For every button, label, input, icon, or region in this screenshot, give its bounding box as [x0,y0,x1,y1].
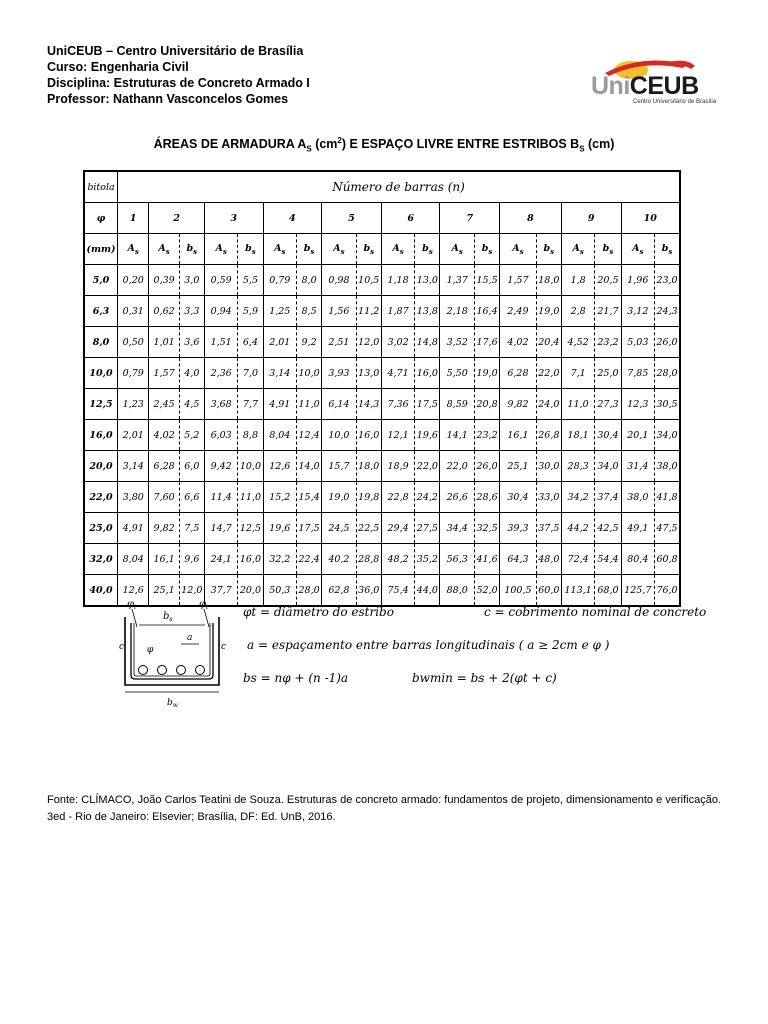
bs-value-cell: 7,0 [238,358,263,389]
bs-value-cell: 22,5 [356,513,381,544]
bs-value-cell: 7,5 [179,513,204,544]
as-value-cell: 4,02 [500,327,537,358]
diameter-cell: 25,0 [84,513,118,544]
as-value-cell: 80,4 [621,544,655,575]
table-row [84,327,680,358]
bs-value-cell: 21,7 [595,296,621,327]
as-value-cell: 1,56 [322,296,357,327]
as-header-5: $A_s$ [322,234,357,265]
bs-value-cell: 22,4 [297,544,322,575]
bar-count-1: 1 [118,203,149,234]
bs-value-cell: 25,0 [595,358,621,389]
bs-value-cell: 12,5 [238,513,263,544]
table-row [84,296,680,327]
bar-count-5: 5 [322,203,382,234]
bs-header-4: $b_s$ [297,234,322,265]
as-value-cell: 113,1 [561,575,595,607]
bs-value-cell: 12,0 [356,327,381,358]
bs-value-cell: 16,0 [356,420,381,451]
bar-count-9: 9 [561,203,621,234]
as-value-cell: 1,37 [440,265,475,296]
bs-value-cell: 60,8 [655,544,680,575]
table-row [84,358,680,389]
bs-value-cell: 15,4 [297,482,322,513]
as-value-cell: 7,36 [381,389,415,420]
as-value-cell: 12,6 [118,575,149,607]
bs-value-cell: 13,8 [415,296,440,327]
as-value-cell: 3,68 [204,389,238,420]
bs-value-cell: 6,0 [179,451,204,482]
table-row [84,544,680,575]
as-value-cell: 1,87 [381,296,415,327]
as-value-cell: 14,1 [440,420,475,451]
bar-count-6: 6 [381,203,440,234]
reinforcement-table-container [83,170,681,607]
section-diagram [117,597,229,707]
as-value-cell: 28,3 [561,451,595,482]
bs-value-cell: 60,0 [536,575,561,607]
bs-value-cell: 48,0 [536,544,561,575]
as-value-cell: 2,51 [322,327,357,358]
as-value-cell: 26,6 [440,482,475,513]
as-header-3: $A_s$ [204,234,238,265]
bs-value-cell: 35,2 [415,544,440,575]
bs-value-cell: 38,0 [655,451,680,482]
diameter-cell: 5,0 [84,265,118,296]
as-value-cell: 48,2 [381,544,415,575]
bs-value-cell: 28,6 [474,482,499,513]
as-value-cell: 1,57 [500,265,537,296]
as-header-1: $A_s$ [118,234,149,265]
as-header-7: $A_s$ [440,234,475,265]
rebar-4 [196,666,205,675]
bs-value-cell: 18,0 [356,451,381,482]
as-value-cell: 64,3 [500,544,537,575]
bar-count-10: 10 [621,203,680,234]
as-value-cell: 34,2 [561,482,595,513]
bs-value-cell: 9,6 [179,544,204,575]
as-value-cell: 0,50 [118,327,149,358]
bs-value-cell: 4,5 [179,389,204,420]
as-value-cell: 4,91 [118,513,149,544]
rebar-3 [177,666,186,675]
bs-value-cell: 54,4 [595,544,621,575]
as-value-cell: 12,1 [381,420,415,451]
bs-value-cell: 11,0 [297,389,322,420]
bs-value-cell: 16,0 [238,544,263,575]
as-value-cell: 50,3 [263,575,297,607]
bs-value-cell: 23,2 [595,327,621,358]
bs-value-cell: 76,0 [655,575,680,607]
as-value-cell: 18,1 [561,420,595,451]
professor-line: Professor: Nathann Vasconcelos Gomes [47,92,289,106]
bs-header-10: $b_s$ [655,234,680,265]
as-value-cell: 49,1 [621,513,655,544]
bs-value-cell: 10,0 [238,451,263,482]
as-value-cell: 6,03 [204,420,238,451]
as-value-cell: 15,7 [322,451,357,482]
bs-value-cell: 10,0 [297,358,322,389]
bs-value-cell: 52,0 [474,575,499,607]
as-value-cell: 2,18 [440,296,475,327]
as-value-cell: 25,1 [149,575,179,607]
bs-value-cell: 13,0 [356,358,381,389]
diameter-cell: 32,0 [84,544,118,575]
diameter-cell: 8,0 [84,327,118,358]
as-value-cell: 8,59 [440,389,475,420]
bs-value-cell: 19,0 [536,296,561,327]
bs-value-cell: 30,5 [655,389,680,420]
bs-value-cell: 68,0 [595,575,621,607]
as-value-cell: 3,93 [322,358,357,389]
bs-value-cell: 44,0 [415,575,440,607]
as-value-cell: 44,2 [561,513,595,544]
as-value-cell: 8,04 [263,420,297,451]
bs-header-2: $b_s$ [179,234,204,265]
as-value-cell: 20,1 [621,420,655,451]
as-value-cell: 4,02 [149,420,179,451]
as-header-9: $A_s$ [561,234,595,265]
as-value-cell: 22,0 [440,451,475,482]
as-value-cell: 2,8 [561,296,595,327]
as-header-6: $A_s$ [381,234,415,265]
as-value-cell: 12,3 [621,389,655,420]
diagram-phi-t-right: $\varphi_t$ [199,599,209,611]
as-value-cell: 1,96 [621,265,655,296]
bs-value-cell: 24,3 [655,296,680,327]
as-value-cell: 40,2 [322,544,357,575]
source-citation: Fonte: CLÍMACO, João Carlos Teatini de Souza. Estruturas de concreto armado: fundamentos de projeto, dimensionamento e verificação. 3ed - Rio de Janeiro: Elsevier; Brasília, DF: Ed. UnB, 2016. [47,794,721,823]
as-value-cell: 62,8 [322,575,357,607]
bar-count-3: 3 [204,203,263,234]
as-header-8: $A_s$ [500,234,537,265]
bs-header-5: $b_s$ [356,234,381,265]
as-value-cell: 1,51 [204,327,238,358]
diagram-bw-label: $b_w$ [167,698,178,707]
bitola-header: bitola [84,171,118,203]
bs-value-cell: 13,0 [415,265,440,296]
rebar-2 [158,666,167,675]
bs-value-cell: 10,5 [356,265,381,296]
as-value-cell: 72,4 [561,544,595,575]
as-value-cell: 0,31 [118,296,149,327]
diagram-bs-label: $b_s$ [163,611,173,623]
as-value-cell: 24,1 [204,544,238,575]
table-row [84,389,680,420]
as-value-cell: 11,0 [561,389,595,420]
as-value-cell: 1,57 [149,358,179,389]
bs-value-cell: 34,0 [595,451,621,482]
as-value-cell: 10,0 [322,420,357,451]
course-line: Curso: Engenharia Civil [47,60,189,74]
table-title: ÁREAS DE ARMADURA $A_S$ $(cm^2)$ E ESPAÇO LIVRE ENTRE ESTRIBOS $B_S$ (cm) [153,136,615,154]
as-value-cell: 3,14 [118,451,149,482]
mm-header: (mm) [84,234,118,265]
bs-value-cell: 23,2 [474,420,499,451]
bs-value-cell: 11,2 [356,296,381,327]
as-value-cell: 0,94 [204,296,238,327]
as-value-cell: 19,6 [263,513,297,544]
diameter-cell: 40,0 [84,575,118,607]
bs-value-cell: 24,2 [415,482,440,513]
as-value-cell: 9,82 [149,513,179,544]
bs-value-cell: 27,5 [415,513,440,544]
diagram-phi-label: φ [147,645,154,655]
bs-header-8: $b_s$ [536,234,561,265]
bs-value-cell: 17,5 [415,389,440,420]
bs-value-cell: 28,8 [356,544,381,575]
as-value-cell: 1,18 [381,265,415,296]
bs-header-9: $b_s$ [595,234,621,265]
bs-value-cell: 5,9 [238,296,263,327]
as-value-cell: 3,52 [440,327,475,358]
as-value-cell: 1,25 [263,296,297,327]
logo-subtitle: Centro Universitário de Brasília [633,99,717,105]
bs-value-cell: 6,4 [238,327,263,358]
as-value-cell: 4,71 [381,358,415,389]
bs-formula: bs = nφ + (n -1)a [243,671,349,685]
bs-value-cell: 30,0 [536,451,561,482]
bs-value-cell: 20,4 [536,327,561,358]
bs-value-cell: 41,8 [655,482,680,513]
bs-value-cell: 30,4 [595,420,621,451]
bs-header-7: $b_s$ [474,234,499,265]
table-row [84,513,680,544]
bs-value-cell: 23,0 [655,265,680,296]
as-value-cell: 32,2 [263,544,297,575]
as-value-cell: 7,60 [149,482,179,513]
logo-wordmark: UniCEUB [591,72,699,100]
as-value-cell: 100,5 [500,575,537,607]
as-value-cell: 18,9 [381,451,415,482]
as-value-cell: 5,03 [621,327,655,358]
diameter-cell: 16,0 [84,420,118,451]
c-definition: c = cobrimento nominal de concreto [484,605,707,619]
as-value-cell: 30,4 [500,482,537,513]
rebar-1 [139,666,148,675]
bs-value-cell: 12,4 [297,420,322,451]
as-value-cell: 7,1 [561,358,595,389]
discipline-line: Disciplina: Estruturas de Concreto Armado I [47,76,310,90]
as-value-cell: 39,3 [500,513,537,544]
as-value-cell: 0,59 [204,265,238,296]
as-value-cell: 0,39 [149,265,179,296]
a-definition: a = espaçamento entre barras longitudinais ( a ≥ 2cm e φ ) [247,638,610,652]
bs-value-cell: 20,0 [238,575,263,607]
as-value-cell: 3,80 [118,482,149,513]
as-value-cell: 6,28 [500,358,537,389]
as-value-cell: 0,79 [263,265,297,296]
as-value-cell: 5,50 [440,358,475,389]
bs-value-cell: 3,6 [179,327,204,358]
bs-value-cell: 26,0 [474,451,499,482]
bs-value-cell: 15,5 [474,265,499,296]
as-value-cell: 19,0 [322,482,357,513]
as-value-cell: 4,52 [561,327,595,358]
bs-value-cell: 19,6 [415,420,440,451]
bs-value-cell: 5,2 [179,420,204,451]
bs-value-cell: 24,0 [536,389,561,420]
as-value-cell: 25,1 [500,451,537,482]
bs-value-cell: 14,0 [297,451,322,482]
bs-value-cell: 33,0 [536,482,561,513]
table-row [84,420,680,451]
diagram-c-right: c [221,642,227,652]
bs-header-6: $b_s$ [415,234,440,265]
bwmin-formula: bwmin = bs + 2(φt + c) [412,671,557,685]
bs-value-cell: 18,0 [536,265,561,296]
as-value-cell: 0,79 [118,358,149,389]
bs-header-3: $b_s$ [238,234,263,265]
bar-count-header: Número de barras (n) [118,171,681,203]
bs-value-cell: 28,0 [297,575,322,607]
bs-value-cell: 8,5 [297,296,322,327]
diameter-cell: 6,3 [84,296,118,327]
bs-value-cell: 16,4 [474,296,499,327]
as-value-cell: 9,42 [204,451,238,482]
bs-value-cell: 47,5 [655,513,680,544]
as-value-cell: 29,4 [381,513,415,544]
diameter-cell: 12,5 [84,389,118,420]
bs-value-cell: 22,0 [536,358,561,389]
diagram-a-label: a [187,633,193,643]
bs-value-cell: 20,5 [595,265,621,296]
as-value-cell: 8,04 [118,544,149,575]
as-value-cell: 16,1 [500,420,537,451]
as-value-cell: 75,4 [381,575,415,607]
as-value-cell: 15,2 [263,482,297,513]
as-value-cell: 0,62 [149,296,179,327]
as-value-cell: 1,23 [118,389,149,420]
institution-line: UniCEUB – Centro Universitário de Brasília [47,44,304,58]
diameter-cell: 20,0 [84,451,118,482]
phi-header: φ [84,203,118,234]
bs-value-cell: 14,3 [356,389,381,420]
as-header-4: $A_s$ [263,234,297,265]
as-value-cell: 88,0 [440,575,475,607]
as-value-cell: 4,91 [263,389,297,420]
as-value-cell: 7,85 [621,358,655,389]
bs-value-cell: 5,5 [238,265,263,296]
phi-t-definition: φt = diâmetro do estribo [243,605,394,619]
as-value-cell: 2,49 [500,296,537,327]
as-value-cell: 2,01 [118,420,149,451]
diameter-cell: 10,0 [84,358,118,389]
as-value-cell: 24,5 [322,513,357,544]
as-value-cell: 16,1 [149,544,179,575]
as-value-cell: 22,8 [381,482,415,513]
as-value-cell: 14,7 [204,513,238,544]
bs-value-cell: 8,0 [297,265,322,296]
bs-value-cell: 19,8 [356,482,381,513]
as-value-cell: 11,4 [204,482,238,513]
as-value-cell: 2,45 [149,389,179,420]
bs-value-cell: 12,0 [179,575,204,607]
bs-value-cell: 28,0 [655,358,680,389]
document-header [47,43,310,107]
as-value-cell: 1,8 [561,265,595,296]
as-value-cell: 12,6 [263,451,297,482]
as-value-cell: 31,4 [621,451,655,482]
bs-value-cell: 14,8 [415,327,440,358]
as-value-cell: 3,12 [621,296,655,327]
bs-value-cell: 22,0 [415,451,440,482]
bs-value-cell: 26,0 [655,327,680,358]
bs-value-cell: 37,4 [595,482,621,513]
diameter-cell: 22,0 [84,482,118,513]
bs-value-cell: 34,0 [655,420,680,451]
bs-value-cell: 9,2 [297,327,322,358]
bs-value-cell: 20,8 [474,389,499,420]
as-value-cell: 0,20 [118,265,149,296]
as-value-cell: 34,4 [440,513,475,544]
bs-value-cell: 4,0 [179,358,204,389]
as-value-cell: 3,02 [381,327,415,358]
bs-value-cell: 8,8 [238,420,263,451]
uniceub-logo [591,56,731,108]
bs-value-cell: 19,0 [474,358,499,389]
as-value-cell: 125,7 [621,575,655,607]
bs-value-cell: 26,8 [536,420,561,451]
bs-value-cell: 6,6 [179,482,204,513]
reinforcement-table [83,170,681,607]
as-value-cell: 6,14 [322,389,357,420]
as-value-cell: 37,7 [204,575,238,607]
as-value-cell: 0,98 [322,265,357,296]
as-value-cell: 2,01 [263,327,297,358]
bs-value-cell: 41,6 [474,544,499,575]
bs-value-cell: 3,0 [179,265,204,296]
table-row [84,482,680,513]
as-value-cell: 2,36 [204,358,238,389]
bs-value-cell: 32,5 [474,513,499,544]
as-value-cell: 3,14 [263,358,297,389]
bar-count-2: 2 [149,203,204,234]
bs-value-cell: 11,0 [238,482,263,513]
as-header-2: $A_s$ [149,234,179,265]
diagram-phi-t-left: $\varphi_t$ [127,599,137,611]
bar-count-8: 8 [500,203,562,234]
bs-value-cell: 37,5 [536,513,561,544]
bs-value-cell: 16,0 [415,358,440,389]
table-row [84,265,680,296]
bs-value-cell: 36,0 [356,575,381,607]
as-value-cell: 6,28 [149,451,179,482]
as-value-cell: 56,3 [440,544,475,575]
bs-value-cell: 17,6 [474,327,499,358]
bs-value-cell: 7,7 [238,389,263,420]
bar-count-4: 4 [263,203,322,234]
as-value-cell: 1,01 [149,327,179,358]
bs-value-cell: 27,3 [595,389,621,420]
as-header-10: $A_s$ [621,234,655,265]
bs-value-cell: 3,3 [179,296,204,327]
as-value-cell: 38,0 [621,482,655,513]
as-value-cell: 9,82 [500,389,537,420]
bar-count-7: 7 [440,203,500,234]
bs-value-cell: 42,5 [595,513,621,544]
bs-value-cell: 17,5 [297,513,322,544]
table-row [84,451,680,482]
diagram-c-left: c [119,642,125,652]
